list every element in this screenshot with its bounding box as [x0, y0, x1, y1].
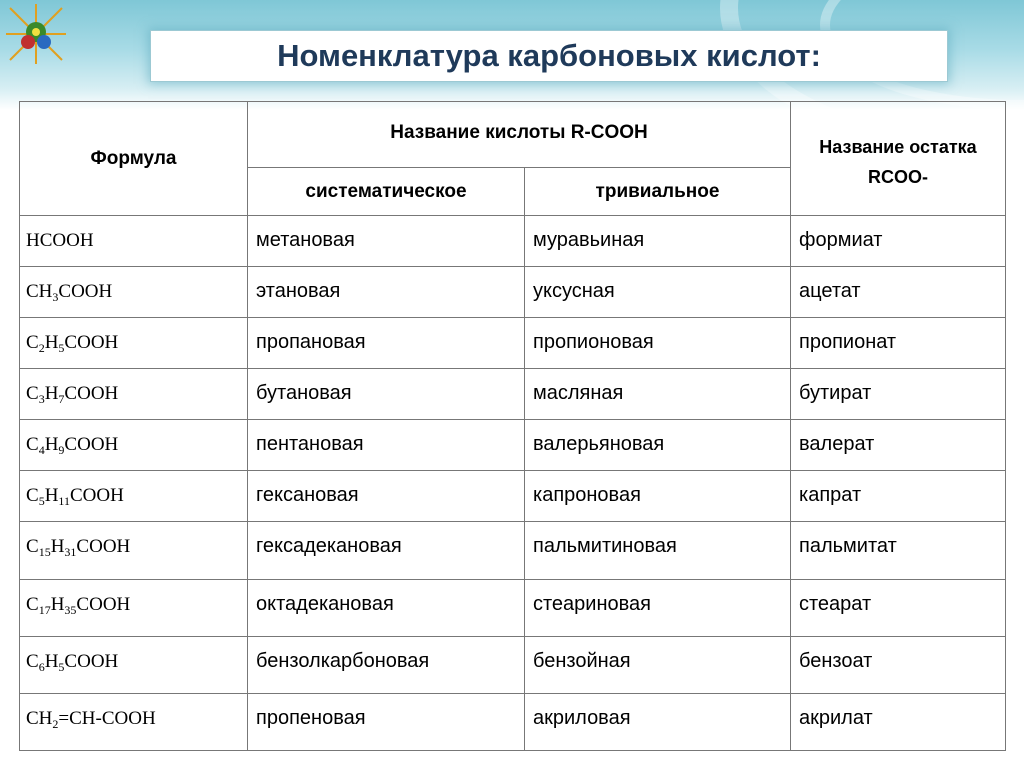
formula-cell: $C_6H_5COOH$ [20, 637, 248, 694]
page-title: Номенклатура карбоновых кислот: [277, 38, 821, 73]
trivial-name-cell: стеариновая [525, 580, 791, 637]
residue-name-cell: бензоат [791, 637, 1006, 694]
table-row [20, 318, 1006, 369]
residue-name-cell: ацетат [791, 267, 1006, 318]
header-residue [791, 102, 1006, 216]
spider-logo-icon [4, 2, 68, 66]
systematic-name-cell: пропановая [248, 318, 525, 369]
formula-cell: $CH_3COOH$ [20, 267, 248, 318]
systematic-name-cell: октадекановая [248, 580, 525, 637]
systematic-name-cell: пентановая [248, 420, 525, 471]
trivial-name-cell: пальмитиновая [525, 522, 791, 580]
residue-name-cell: валерат [791, 420, 1006, 471]
formula-cell: $C_{15}H_{31}COOH$ [20, 522, 248, 580]
systematic-name-cell: этановая [248, 267, 525, 318]
systematic-name-cell: бензолкарбоновая [248, 637, 525, 694]
table-row [20, 522, 1006, 580]
systematic-name-cell: гексадекановая [248, 522, 525, 580]
table-row [20, 216, 1006, 267]
formula-cell: $C_2H_5COOH$ [20, 318, 248, 369]
table-row [20, 420, 1006, 471]
residue-name-cell: пальмитат [791, 522, 1006, 580]
header-trivial: тривиальное [525, 168, 791, 216]
systematic-name-cell: бутановая [248, 369, 525, 420]
residue-name-cell: пропионат [791, 318, 1006, 369]
table-row [20, 637, 1006, 694]
formula-cell: $C_3H_7COOH$ [20, 369, 248, 420]
systematic-name-cell: метановая [248, 216, 525, 267]
table-row [20, 580, 1006, 637]
residue-name-cell: бутират [791, 369, 1006, 420]
trivial-name-cell: муравьиная [525, 216, 791, 267]
formula-cell: $C_5H_{11}COOH$ [20, 471, 248, 522]
formula-cell: $CH_2=CH$-COOH [20, 694, 248, 751]
formula-cell: $C_4H_9COOH$ [20, 420, 248, 471]
header-residue-line2: RCOO- [868, 167, 928, 187]
trivial-name-cell: валерьяновая [525, 420, 791, 471]
systematic-name-cell: гексановая [248, 471, 525, 522]
trivial-name-cell: капроновая [525, 471, 791, 522]
table-row [20, 267, 1006, 318]
formula-cell: $C_{17}H_{35}COOH$ [20, 580, 248, 637]
header-residue-line1: Название остатка [819, 137, 977, 157]
residue-name-cell: капрат [791, 471, 1006, 522]
header-acid-name: Название кислоты R-COOH [248, 102, 791, 168]
header-formula: Формула [20, 102, 248, 216]
formula-cell: HCOOH [20, 216, 248, 267]
header-systematic: систематическое [248, 168, 525, 216]
table-row [20, 471, 1006, 522]
table-row [20, 369, 1006, 420]
table-row [20, 694, 1006, 751]
trivial-name-cell: пропионовая [525, 318, 791, 369]
trivial-name-cell: масляная [525, 369, 791, 420]
trivial-name-cell: уксусная [525, 267, 791, 318]
residue-name-cell: акрилат [791, 694, 1006, 751]
residue-name-cell: стеарат [791, 580, 1006, 637]
nomenclature-table [19, 101, 1006, 751]
systematic-name-cell: пропеновая [248, 694, 525, 751]
residue-name-cell: формиат [791, 216, 1006, 267]
title-box [150, 30, 948, 82]
trivial-name-cell: акриловая [525, 694, 791, 751]
trivial-name-cell: бензойная [525, 637, 791, 694]
